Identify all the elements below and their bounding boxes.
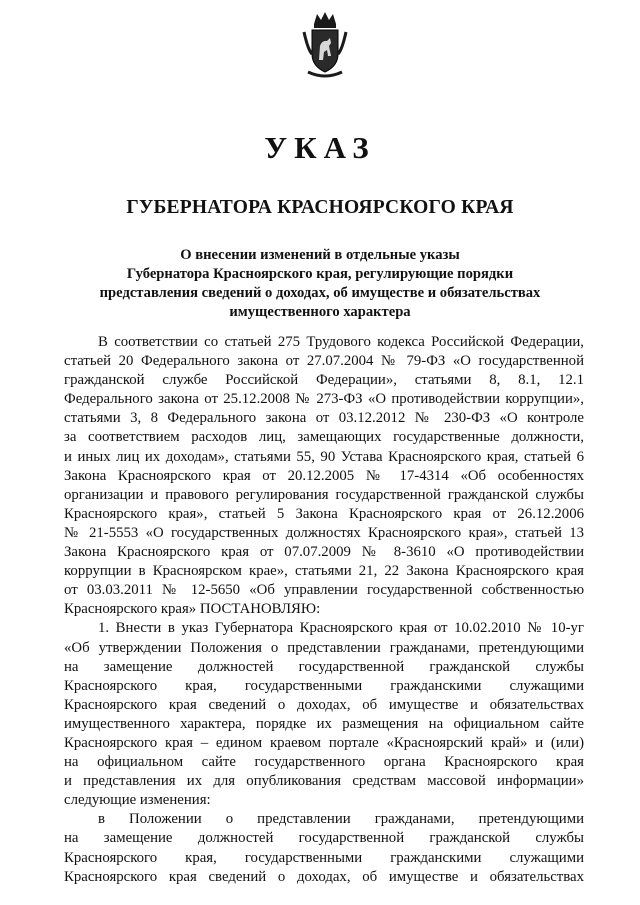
body-line: Красноярского края, государственными гражданскими служащими [64,677,584,694]
subject-line: Губернатора Красноярского края, регулирующие порядки [126,266,514,282]
item-1-paragraph [64,619,584,810]
body-line: № 21-5553 «О государственных должностях Красноярского края», статьей 13 [64,524,584,541]
body-line: в Положении о представлении гражданами, претендующими [98,811,584,828]
body-line: Красноярского края сведений о доходах, об имуществе и обязательствах [64,696,584,713]
body-line: В соответствии со статьей 275 Трудового кодекса Российской Федерации, [98,334,584,350]
item-1a-paragraph [64,810,584,886]
body-line: коррупции в Красноярском крае», статьями 21, 22 Закона Красноярского края [64,563,584,580]
body-line: Закона Красноярского края от 07.07.2009 № 8-3610 «О противодействии [64,544,584,561]
body-line: и иных лиц их доходам», статьями 55, 90 Устава Красноярского края, статьей 6 [64,448,584,465]
body-line: Красноярского края» ПОСТАНОВЛЯЮ: [64,601,321,618]
body-line: организации и правового регулирования государственной гражданской службы [64,486,584,503]
body-line: Красноярского края сведений о доходах, об имуществе и обязательствах [64,868,584,885]
subject-line: представления сведений о доходах, об имуществе и обязательствах [99,285,541,301]
body-line: на официальном сайте государственного органа Красноярского края [64,754,584,771]
body-line: от 03.03.2011 № 12-5650 «Об управлении государственной собственностью [64,582,584,599]
body-line: Красноярского края – едином краевом портале «Красноярский край» и (или) [64,734,584,751]
preamble-paragraph [64,333,584,619]
body-line: Красноярского края, государственными гражданскими служащими [64,849,584,866]
body-line: на замещение должностей государственной гражданской службы [64,830,584,847]
body-line: статьей 20 Федерального закона от 27.07.2004 № 79-ФЗ «О государственной [64,353,584,370]
body-line: «Об утверждении Положения о представлении гражданами, претендующими [64,639,584,656]
body-line: 1. Внести в указ Губернатора Красноярского края от 10.02.2010 № 10-уг [98,620,584,637]
body-line: Красноярского края», статьей 5 Закона Красноярского края от 26.12.2006 [64,505,584,522]
body-line: гражданской службе Российской Федерации», статьями 8, 8.1, 12.1 [64,372,584,389]
body-line: за соответствием расходов лиц, замещающих государственные должности, [64,429,584,446]
decree-subject [70,246,570,322]
body-line: Федерального закона от 25.12.2008 № 273-ФЗ «О противодействии коррупции», [64,391,584,408]
krasnoyarsk-coat-of-arms-icon [300,10,350,82]
subject-line: имущественного характера [229,304,411,320]
body-line: Закона Красноярского края от 20.12.2005 № 17-4314 «Об особенностях [64,467,584,484]
decree-title: УКАЗ [264,130,376,165]
body-line: следующие изменения: [64,792,211,809]
body-line: на замещение должностей государственной гражданской службы [64,658,584,675]
issuer-heading: ГУБЕРНАТОРА КРАСНОЯРСКОГО КРАЯ [126,197,514,218]
subject-line: О внесении изменений в отдельные указы [180,247,460,263]
body-line: и представления их для опубликования средствам массовой информации» [64,773,584,790]
body-line: статьями 3, 8 Федерального закона от 03.12.2012 № 230-ФЗ «О контроле [64,410,584,427]
decree-body [64,333,584,887]
body-line: имущественного характера, порядке их размещения на официальном сайте [64,715,584,732]
